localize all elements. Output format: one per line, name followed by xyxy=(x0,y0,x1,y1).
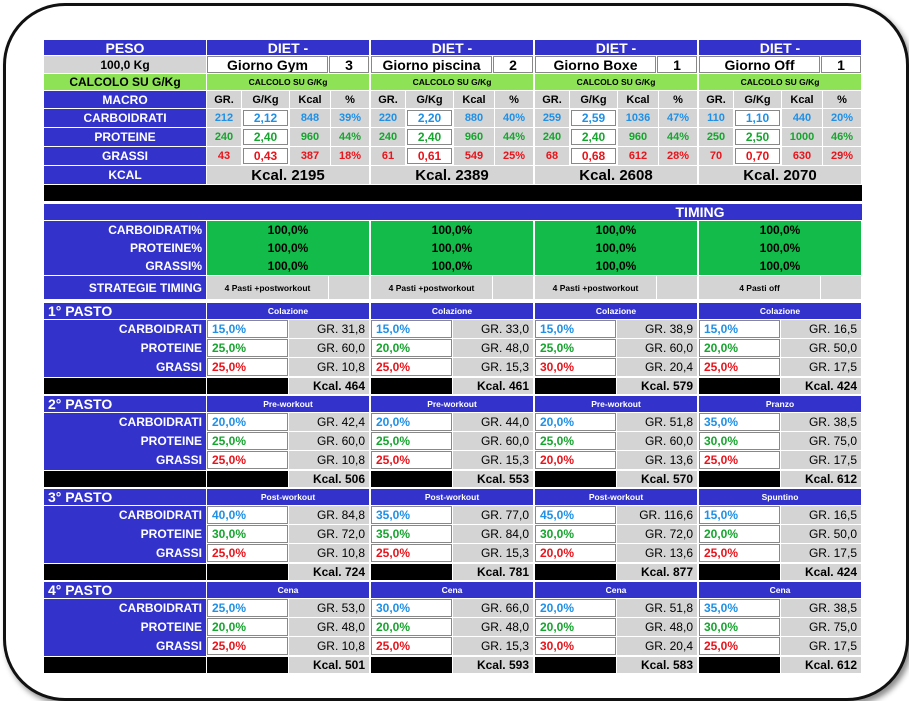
meal-pct-input[interactable]: 20,0% xyxy=(699,339,780,357)
macro-value: 387 xyxy=(290,147,330,165)
meal-kcal: Kcal. 724 xyxy=(289,564,369,580)
meal-kcal: Kcal. 461 xyxy=(453,378,533,394)
macro-value: 612 xyxy=(618,147,658,165)
meal-macro-label: GRASSI xyxy=(44,358,206,376)
meal-grams: GR. 38,5 xyxy=(781,413,861,431)
meal-pct-input[interactable]: 25,0% xyxy=(699,637,780,655)
macro-col-header: Kcal xyxy=(618,91,658,108)
meal-pct-input[interactable]: 25,0% xyxy=(699,544,780,562)
meal-pct-input[interactable]: 20,0% xyxy=(207,413,288,431)
meal-kcal: Kcal. 506 xyxy=(289,471,369,487)
macro-value: 28% xyxy=(659,147,697,165)
timing-label: GRASSI% xyxy=(44,257,206,275)
meal-pct-input[interactable]: 20,0% xyxy=(371,618,452,636)
meal-title: Cena xyxy=(371,582,533,598)
day-total-kcal: Kcal. 2195 xyxy=(207,166,369,184)
macro-value: 18% xyxy=(331,147,369,165)
meal-grams: GR. 116,6 xyxy=(617,506,697,524)
meal-macro-label: GRASSI xyxy=(44,544,206,562)
macro-value: 44% xyxy=(659,128,697,146)
macro-value: 47% xyxy=(659,109,697,127)
gkg-input[interactable]: 2,59 xyxy=(571,110,616,126)
macro-row-label: GRASSI xyxy=(44,147,206,165)
meal-grams: GR. 48,0 xyxy=(453,339,533,357)
meal-grams: GR. 50,0 xyxy=(781,525,861,543)
meal-grams: GR. 10,8 xyxy=(289,451,369,469)
meal-label: 2° PASTO xyxy=(44,396,206,412)
meal-pct-input[interactable]: 15,0% xyxy=(535,320,616,338)
meal-macro-label: PROTEINE xyxy=(44,618,206,636)
meal-footer xyxy=(44,471,206,487)
macro-col-header: GR. xyxy=(535,91,569,108)
meal-grams: GR. 72,0 xyxy=(617,525,697,543)
meal-pct-input[interactable]: 25,0% xyxy=(371,358,452,376)
macro-value: 880 xyxy=(454,109,494,127)
gkg-input[interactable]: 0,43 xyxy=(243,148,288,164)
meal-pct-input[interactable]: 20,0% xyxy=(699,525,780,543)
meal-pct-input[interactable]: 20,0% xyxy=(535,451,616,469)
meal-grams: GR. 10,8 xyxy=(289,544,369,562)
diet-header: DIET - xyxy=(535,40,697,55)
strategy-extra[interactable] xyxy=(657,276,697,299)
meal-label: 3° PASTO xyxy=(44,489,206,505)
meal-grams: GR. 31,8 xyxy=(289,320,369,338)
meal-kcal: Kcal. 583 xyxy=(617,657,697,673)
macro-value: 110 xyxy=(699,109,733,127)
meal-footer xyxy=(44,564,206,580)
meal-footer xyxy=(44,378,206,394)
macro-row-label: PROTEINE xyxy=(44,128,206,146)
meal-grams: GR. 75,0 xyxy=(781,432,861,450)
meal-pct-input[interactable]: 15,0% xyxy=(699,506,780,524)
macro-value: 44% xyxy=(495,128,533,146)
meal-pct-input[interactable]: 25,0% xyxy=(699,358,780,376)
meal-kcal: Kcal. 501 xyxy=(289,657,369,673)
meal-kcal: Kcal. 579 xyxy=(617,378,697,394)
meal-pct-input[interactable]: 25,0% xyxy=(207,339,288,357)
meal-black-cell xyxy=(535,471,616,487)
meal-title: Colazione xyxy=(699,303,861,319)
meal-pct-input[interactable]: 30,0% xyxy=(699,618,780,636)
meal-pct-input[interactable]: 25,0% xyxy=(371,432,452,450)
strategy-select[interactable]: 4 Pasti +postworkout xyxy=(207,276,328,299)
macro-value: 70 xyxy=(699,147,733,165)
meal-grams: GR. 38,9 xyxy=(617,320,697,338)
day-name[interactable]: Giorno Gym xyxy=(207,56,328,73)
macro-value: 1036 xyxy=(618,109,658,127)
meal-black-cell xyxy=(371,657,452,673)
meal-grams: GR. 17,5 xyxy=(781,451,861,469)
macro-col-header: % xyxy=(823,91,861,108)
meal-pct-input[interactable]: 15,0% xyxy=(371,320,452,338)
meal-pct-input[interactable]: 30,0% xyxy=(535,525,616,543)
macro-value: 259 xyxy=(535,109,569,127)
macro-label: MACRO xyxy=(44,91,206,108)
timing-pct[interactable]: 100,0% xyxy=(535,221,697,239)
meal-pct-input[interactable]: 25,0% xyxy=(207,451,288,469)
meal-title: Colazione xyxy=(535,303,697,319)
day-total-kcal: Kcal. 2070 xyxy=(699,166,861,184)
meal-grams: GR. 17,5 xyxy=(781,637,861,655)
meal-pct-input[interactable]: 30,0% xyxy=(207,525,288,543)
macro-col-header: G/Kg xyxy=(570,91,617,108)
strategy-label: STRATEGIE TIMING xyxy=(44,276,206,299)
meal-grams: GR. 10,8 xyxy=(289,358,369,376)
timing-pct[interactable]: 100,0% xyxy=(535,239,697,257)
gkg-input[interactable]: 1,10 xyxy=(735,110,780,126)
meal-pct-input[interactable]: 45,0% xyxy=(535,506,616,524)
meal-grams: GR. 72,0 xyxy=(289,525,369,543)
meal-pct-input[interactable]: 25,0% xyxy=(207,599,288,617)
macro-value: 43 xyxy=(207,147,241,165)
meal-grams: GR. 48,0 xyxy=(289,618,369,636)
meal-macro-label: PROTEINE xyxy=(44,525,206,543)
day-total-kcal: Kcal. 2389 xyxy=(371,166,533,184)
meal-grams: GR. 66,0 xyxy=(453,599,533,617)
macro-col-header: Kcal xyxy=(290,91,330,108)
timing-pct[interactable]: 100,0% xyxy=(371,221,533,239)
meal-macro-label: PROTEINE xyxy=(44,432,206,450)
meal-grams: GR. 13,6 xyxy=(617,544,697,562)
meal-grams: GR. 33,0 xyxy=(453,320,533,338)
strategy-select[interactable]: 4 Pasti +postworkout xyxy=(371,276,492,299)
macro-value: 212 xyxy=(207,109,241,127)
gkg-input[interactable]: 0,61 xyxy=(407,148,452,164)
meal-pct-input[interactable]: 35,0% xyxy=(699,413,780,431)
macro-row-label: CARBOIDRATI xyxy=(44,109,206,127)
macro-value: 46% xyxy=(823,128,861,146)
meal-title: Pre-workout xyxy=(207,396,369,412)
meal-macro-label: CARBOIDRATI xyxy=(44,599,206,617)
timing-pct[interactable]: 100,0% xyxy=(699,221,861,239)
meal-grams: GR. 60,0 xyxy=(289,339,369,357)
meal-kcal: Kcal. 612 xyxy=(781,471,861,487)
timing-pct[interactable]: 100,0% xyxy=(207,257,369,275)
meal-title: Colazione xyxy=(371,303,533,319)
timing-label: PROTEINE% xyxy=(44,239,206,257)
macro-col-header: GR. xyxy=(371,91,405,108)
meal-black-cell xyxy=(699,378,780,394)
meal-pct-input[interactable]: 25,0% xyxy=(535,339,616,357)
strategy-extra[interactable] xyxy=(821,276,861,299)
meal-grams: GR. 42,4 xyxy=(289,413,369,431)
meal-title: Post-workout xyxy=(207,489,369,505)
macro-col-header: GR. xyxy=(207,91,241,108)
macro-value: 440 xyxy=(782,109,822,127)
meal-kcal: Kcal. 612 xyxy=(781,657,861,673)
meal-title: Pranzo xyxy=(699,396,861,412)
macro-value: 240 xyxy=(371,128,405,146)
macro-value: 40% xyxy=(495,109,533,127)
meal-kcal: Kcal. 593 xyxy=(453,657,533,673)
meal-pct-input[interactable]: 25,0% xyxy=(371,544,452,562)
gkg-input[interactable]: 2,20 xyxy=(407,110,452,126)
meal-grams: GR. 38,5 xyxy=(781,599,861,617)
meal-black-cell xyxy=(207,378,288,394)
meal-grams: GR. 16,5 xyxy=(781,506,861,524)
gkg-input[interactable]: 0,70 xyxy=(735,148,780,164)
meal-title: Cena xyxy=(535,582,697,598)
meal-kcal: Kcal. 424 xyxy=(781,564,861,580)
macro-value: 39% xyxy=(331,109,369,127)
meal-title: Spuntino xyxy=(699,489,861,505)
gkg-input[interactable]: 0,68 xyxy=(571,148,616,164)
timing-pct[interactable]: 100,0% xyxy=(535,257,697,275)
meal-title: Colazione xyxy=(207,303,369,319)
peso-label: PESO xyxy=(44,40,206,55)
meal-kcal: Kcal. 464 xyxy=(289,378,369,394)
meal-pct-input[interactable]: 20,0% xyxy=(535,544,616,562)
gkg-input[interactable]: 2,40 xyxy=(243,129,288,145)
meal-pct-input[interactable]: 25,0% xyxy=(535,432,616,450)
meal-pct-input[interactable]: 35,0% xyxy=(699,599,780,617)
day-total-kcal: Kcal. 2608 xyxy=(535,166,697,184)
meal-title: Post-workout xyxy=(535,489,697,505)
meal-macro-label: PROTEINE xyxy=(44,339,206,357)
timing-title: TIMING xyxy=(670,204,730,220)
meal-grams: GR. 15,3 xyxy=(453,544,533,562)
meal-pct-input[interactable]: 30,0% xyxy=(535,637,616,655)
meal-macro-label: GRASSI xyxy=(44,637,206,655)
meal-black-cell xyxy=(371,378,452,394)
day-count[interactable]: 1 xyxy=(821,56,861,73)
meal-black-cell xyxy=(699,471,780,487)
meal-grams: GR. 13,6 xyxy=(617,451,697,469)
meal-grams: GR. 84,0 xyxy=(453,525,533,543)
day-name[interactable]: Giorno Boxe xyxy=(535,56,656,73)
timing-label: CARBOIDRATI% xyxy=(44,221,206,239)
meal-pct-input[interactable]: 20,0% xyxy=(207,618,288,636)
diet-header: DIET - xyxy=(699,40,861,55)
macro-value: 240 xyxy=(535,128,569,146)
meal-title: Cena xyxy=(699,582,861,598)
meal-grams: GR. 48,0 xyxy=(453,618,533,636)
meal-pct-input[interactable]: 35,0% xyxy=(371,506,452,524)
strategy-extra[interactable] xyxy=(329,276,369,299)
calcolo-sub-label: CALCOLO SU G/Kg xyxy=(207,74,369,90)
meal-kcal: Kcal. 570 xyxy=(617,471,697,487)
gkg-input[interactable]: 2,50 xyxy=(735,129,780,145)
macro-value: 240 xyxy=(207,128,241,146)
meal-grams: GR. 15,3 xyxy=(453,451,533,469)
meal-pct-input[interactable]: 20,0% xyxy=(371,339,452,357)
meal-black-cell xyxy=(535,378,616,394)
meal-grams: GR. 16,5 xyxy=(781,320,861,338)
meal-pct-input[interactable]: 25,0% xyxy=(699,451,780,469)
meal-kcal: Kcal. 877 xyxy=(617,564,697,580)
macro-value: 960 xyxy=(290,128,330,146)
macro-value: 960 xyxy=(454,128,494,146)
meal-pct-input[interactable]: 25,0% xyxy=(371,637,452,655)
meal-pct-input[interactable]: 40,0% xyxy=(207,506,288,524)
meal-grams: GR. 20,4 xyxy=(617,358,697,376)
meal-grams: GR. 84,8 xyxy=(289,506,369,524)
calcolo-label: CALCOLO SU G/Kg xyxy=(44,74,206,90)
timing-pct[interactable]: 100,0% xyxy=(699,239,861,257)
timing-pct[interactable]: 100,0% xyxy=(699,257,861,275)
meal-label: 4° PASTO xyxy=(44,582,206,598)
gkg-input[interactable]: 2,40 xyxy=(571,129,616,145)
meal-title: Pre-workout xyxy=(371,396,533,412)
meal-black-cell xyxy=(535,657,616,673)
macro-value: 44% xyxy=(331,128,369,146)
macro-value: 848 xyxy=(290,109,330,127)
macro-value: 61 xyxy=(371,147,405,165)
meal-black-cell xyxy=(535,564,616,580)
meal-grams: GR. 17,5 xyxy=(781,544,861,562)
meal-pct-input[interactable]: 15,0% xyxy=(207,320,288,338)
meal-pct-input[interactable]: 25,0% xyxy=(207,637,288,655)
timing-band xyxy=(44,204,862,220)
macro-col-header: % xyxy=(495,91,533,108)
strategy-select[interactable]: 4 Pasti off xyxy=(699,276,820,299)
calcolo-sub-label: CALCOLO SU G/Kg xyxy=(535,74,697,90)
macro-col-header: G/Kg xyxy=(242,91,289,108)
macro-value: 960 xyxy=(618,128,658,146)
meal-grams: GR. 75,0 xyxy=(781,618,861,636)
meal-pct-input[interactable]: 30,0% xyxy=(535,358,616,376)
meal-grams: GR. 48,0 xyxy=(617,618,697,636)
meal-macro-label: CARBOIDRATI xyxy=(44,506,206,524)
meal-grams: GR. 51,8 xyxy=(617,599,697,617)
spreadsheet xyxy=(44,40,862,672)
meal-pct-input[interactable]: 25,0% xyxy=(207,432,288,450)
meal-label: 1° PASTO xyxy=(44,303,206,319)
meal-kcal: Kcal. 781 xyxy=(453,564,533,580)
meal-pct-input[interactable]: 20,0% xyxy=(371,413,452,431)
meal-pct-input[interactable]: 25,0% xyxy=(371,451,452,469)
meal-grams: GR. 44,0 xyxy=(453,413,533,431)
macro-value: 25% xyxy=(495,147,533,165)
meal-pct-input[interactable]: 25,0% xyxy=(207,544,288,562)
calcolo-sub-label: CALCOLO SU G/Kg xyxy=(371,74,533,90)
meal-grams: GR. 60,0 xyxy=(617,339,697,357)
macro-col-header: G/Kg xyxy=(406,91,453,108)
peso-value[interactable]: 100,0 Kg xyxy=(44,56,206,73)
divider-bar xyxy=(44,185,862,201)
meal-pct-input[interactable]: 20,0% xyxy=(535,413,616,431)
day-name[interactable]: Giorno Off xyxy=(699,56,820,73)
macro-value: 549 xyxy=(454,147,494,165)
meal-grams: GR. 60,0 xyxy=(289,432,369,450)
day-count[interactable]: 2 xyxy=(493,56,533,73)
strategy-extra[interactable] xyxy=(493,276,533,299)
macro-value: 250 xyxy=(699,128,733,146)
timing-pct[interactable]: 100,0% xyxy=(371,257,533,275)
timing-pct[interactable]: 100,0% xyxy=(371,239,533,257)
meal-title: Cena xyxy=(207,582,369,598)
macro-value: 29% xyxy=(823,147,861,165)
timing-pct[interactable]: 100,0% xyxy=(207,221,369,239)
meal-grams: GR. 15,3 xyxy=(453,637,533,655)
meal-grams: GR. 10,8 xyxy=(289,637,369,655)
gkg-input[interactable]: 2,40 xyxy=(407,129,452,145)
meal-grams: GR. 60,0 xyxy=(617,432,697,450)
meal-pct-input[interactable]: 25,0% xyxy=(207,358,288,376)
meal-grams: GR. 77,0 xyxy=(453,506,533,524)
diet-header: DIET - xyxy=(207,40,369,55)
calcolo-sub-label: CALCOLO SU G/Kg xyxy=(699,74,861,90)
meal-grams: GR. 15,3 xyxy=(453,358,533,376)
meal-grams: GR. 60,0 xyxy=(453,432,533,450)
meal-black-cell xyxy=(371,564,452,580)
meal-grams: GR. 17,5 xyxy=(781,358,861,376)
meal-black-cell xyxy=(207,471,288,487)
meal-grams: GR. 51,8 xyxy=(617,413,697,431)
timing-pct[interactable]: 100,0% xyxy=(207,239,369,257)
macro-col-header: Kcal xyxy=(782,91,822,108)
meal-pct-input[interactable]: 35,0% xyxy=(371,525,452,543)
macro-col-header: Kcal xyxy=(454,91,494,108)
meal-pct-input[interactable]: 20,0% xyxy=(535,599,616,617)
meal-black-cell xyxy=(699,657,780,673)
meal-black-cell xyxy=(371,471,452,487)
macro-value: 1000 xyxy=(782,128,822,146)
meal-title: Post-workout xyxy=(371,489,533,505)
meal-grams: GR. 20,4 xyxy=(617,637,697,655)
day-count[interactable]: 3 xyxy=(329,56,369,73)
strategy-select[interactable]: 4 Pasti +postworkout xyxy=(535,276,656,299)
macro-value: 630 xyxy=(782,147,822,165)
meal-pct-input[interactable]: 30,0% xyxy=(371,599,452,617)
macro-col-header: % xyxy=(331,91,369,108)
meal-black-cell xyxy=(699,564,780,580)
day-count[interactable]: 1 xyxy=(657,56,697,73)
meal-kcal: Kcal. 424 xyxy=(781,378,861,394)
meal-black-cell xyxy=(207,564,288,580)
macro-col-header: GR. xyxy=(699,91,733,108)
meal-title: Pre-workout xyxy=(535,396,697,412)
macro-value: 20% xyxy=(823,109,861,127)
meal-grams: GR. 50,0 xyxy=(781,339,861,357)
meal-kcal: Kcal. 553 xyxy=(453,471,533,487)
meal-pct-input[interactable]: 30,0% xyxy=(699,432,780,450)
macro-col-header: G/Kg xyxy=(734,91,781,108)
meal-macro-label: GRASSI xyxy=(44,451,206,469)
gkg-input[interactable]: 2,12 xyxy=(243,110,288,126)
meal-footer xyxy=(44,657,206,673)
meal-pct-input[interactable]: 20,0% xyxy=(535,618,616,636)
meal-macro-label: CARBOIDRATI xyxy=(44,413,206,431)
macro-value: 220 xyxy=(371,109,405,127)
macro-col-header: % xyxy=(659,91,697,108)
day-name[interactable]: Giorno piscina xyxy=(371,56,492,73)
meal-pct-input[interactable]: 15,0% xyxy=(699,320,780,338)
kcal-label: KCAL xyxy=(44,166,206,184)
meal-grams: GR. 53,0 xyxy=(289,599,369,617)
meal-macro-label: CARBOIDRATI xyxy=(44,320,206,338)
diet-header: DIET - xyxy=(371,40,533,55)
meal-black-cell xyxy=(207,657,288,673)
macro-value: 68 xyxy=(535,147,569,165)
